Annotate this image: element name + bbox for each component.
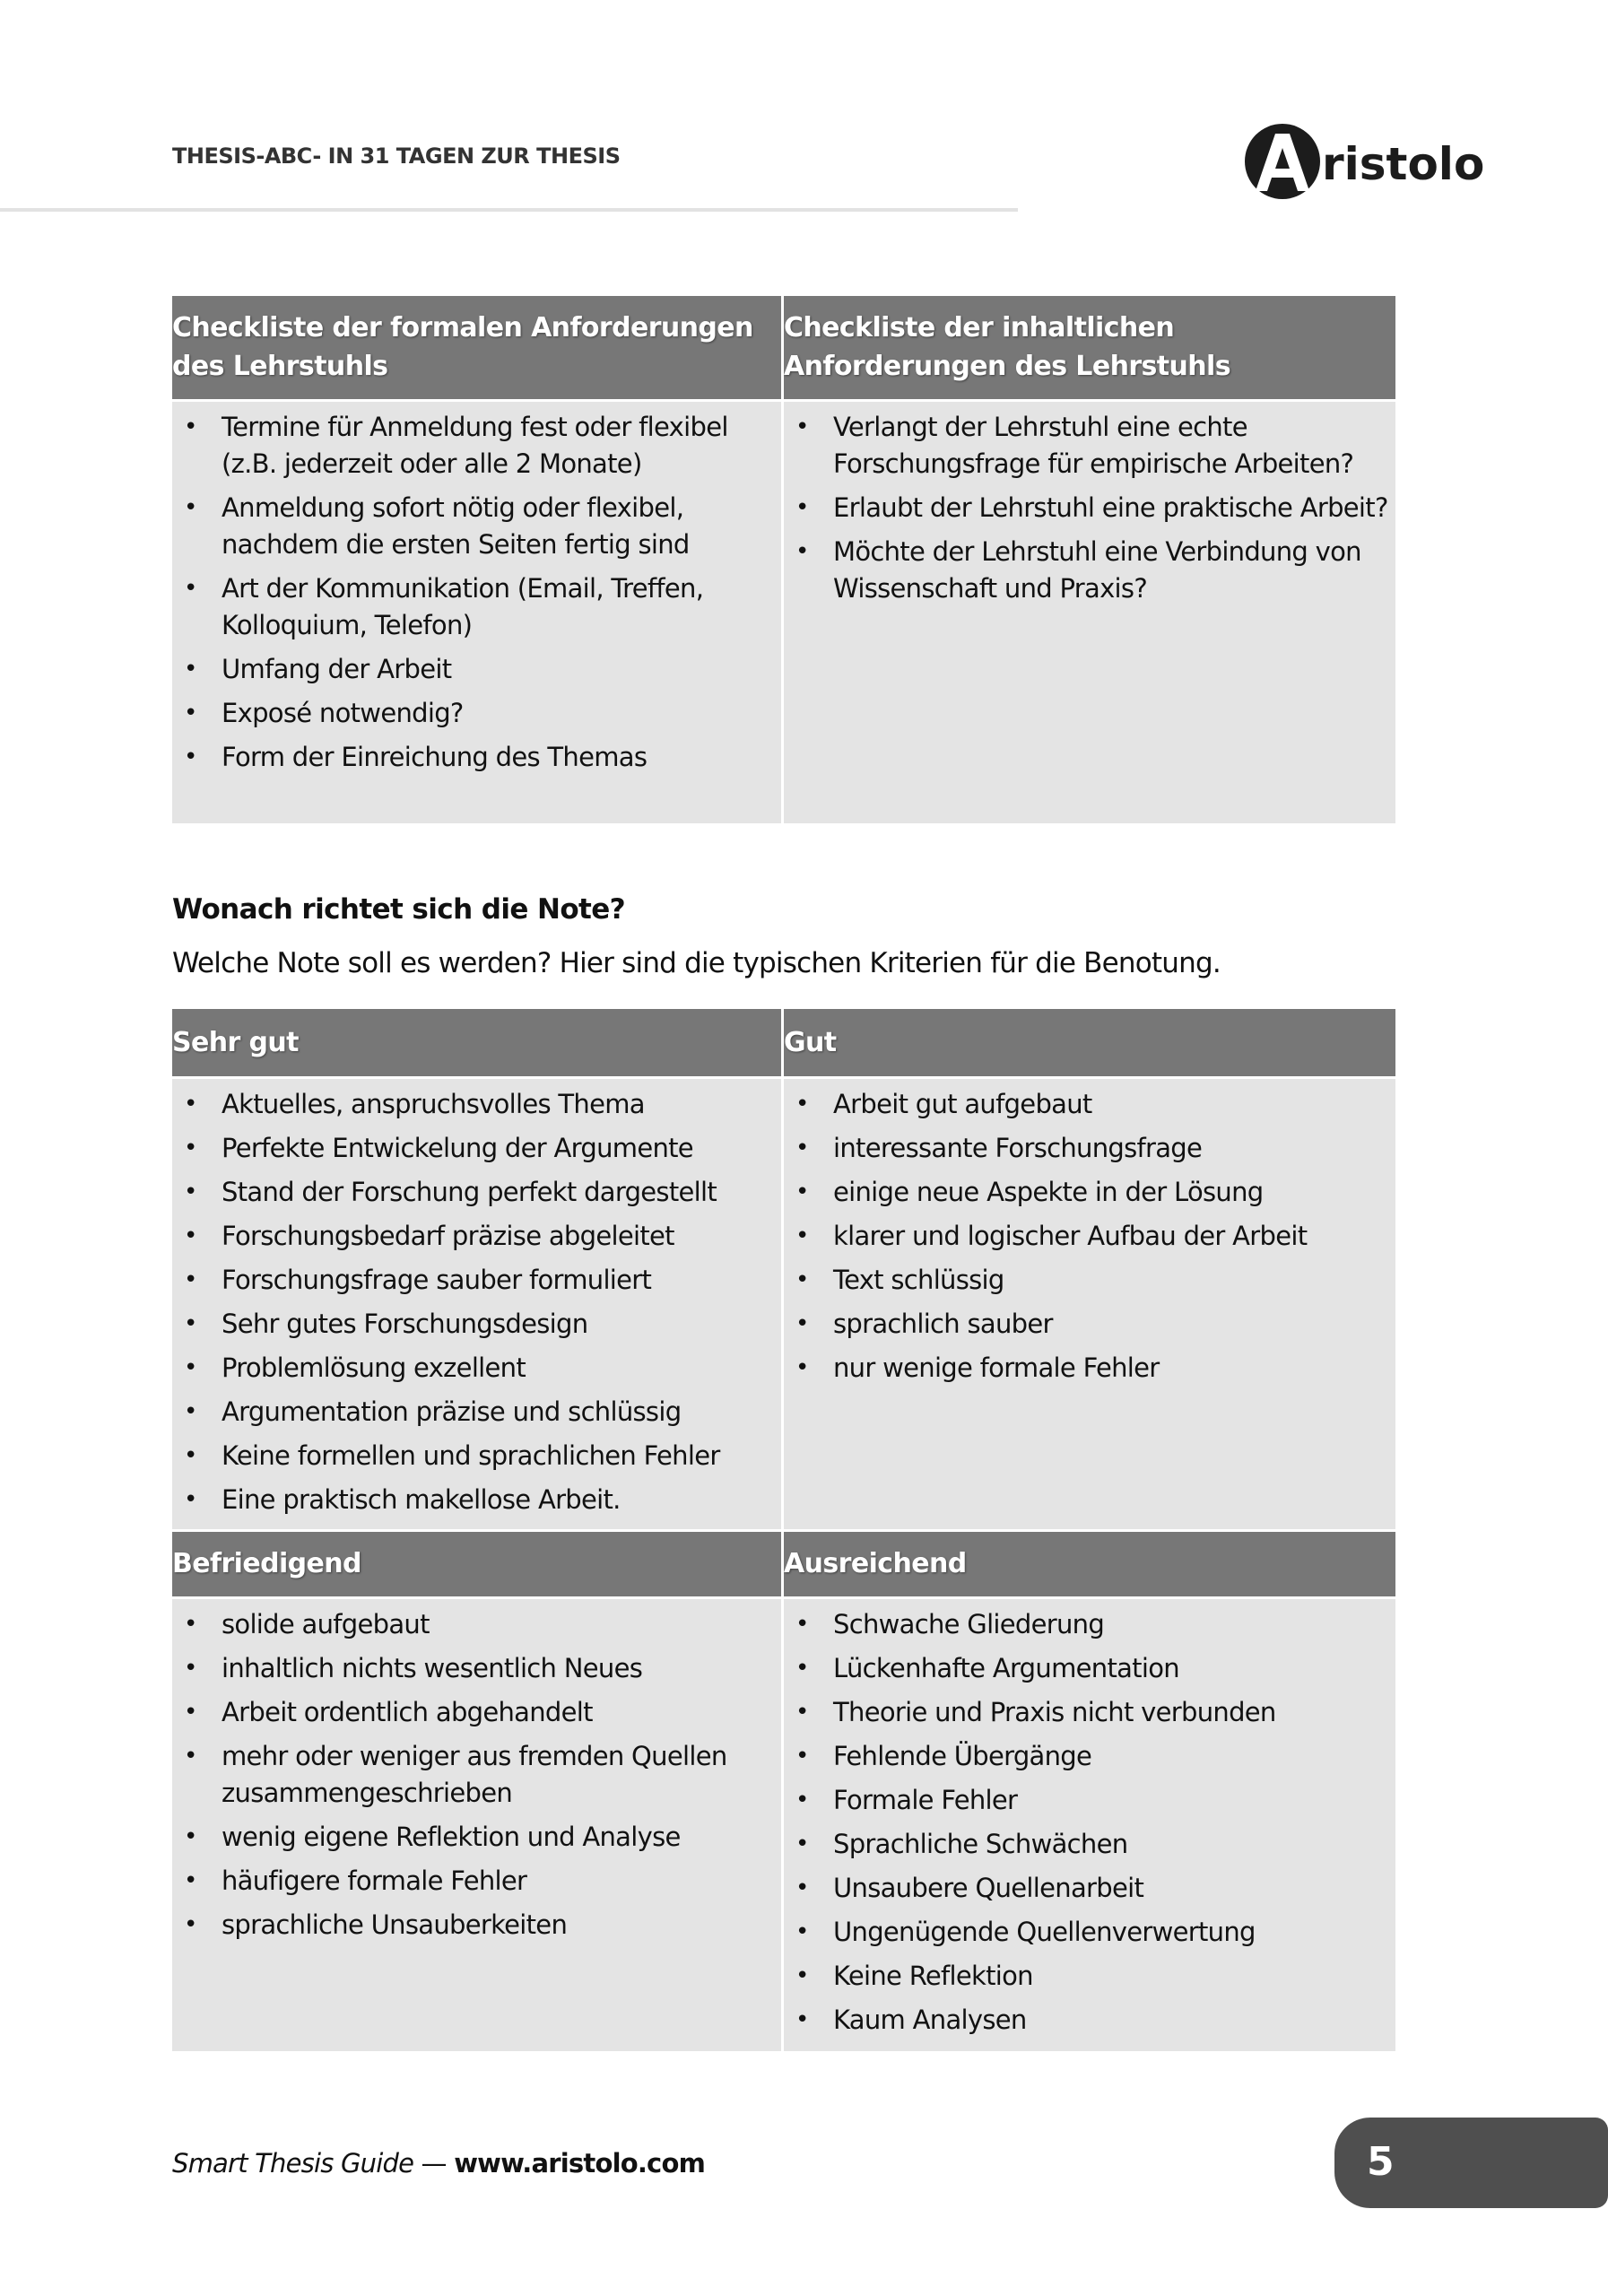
footer-url-link[interactable]: www.aristolo.com <box>454 2148 705 2179</box>
list-item: • nur wenige formale Fehler <box>784 1350 1395 1387</box>
list-item: • Lückenhafte Argumentation <box>784 1650 1395 1687</box>
befriedigend-criteria-list <box>172 1606 781 1944</box>
list-item: • Unsaubere Quellenarbeit <box>784 1870 1395 1907</box>
list-item: • Kaum Analysen <box>784 2002 1395 2039</box>
list-item: • Anmeldung sofort nötig oder flexibel, nachdem die ersten Seiten fertig sind <box>172 490 781 563</box>
list-item: • interessante Forschungsfrage <box>784 1130 1395 1167</box>
list-item: • Möchte der Lehrstuhl eine Verbindung von Wissenschaft und Praxis? <box>784 534 1395 607</box>
list-item: • Exposé notwendig? <box>172 695 781 732</box>
header-divider <box>0 208 1018 212</box>
list-item: • Verlangt der Lehrstuhl eine echte Forschungsfrage für empirische Arbeiten? <box>784 409 1395 483</box>
grade-cell-befriedigend <box>172 1599 784 2051</box>
list-item: • Forschungsbedarf präzise abgeleitet <box>172 1218 781 1255</box>
list-item: • Arbeit gut aufgebaut <box>784 1086 1395 1123</box>
aristolo-logo <box>1245 124 1484 199</box>
list-item: • klarer und logischer Aufbau der Arbeit <box>784 1218 1395 1255</box>
list-item: • Art der Kommunikation (Email, Treffen, Kolloquium, Telefon) <box>172 570 781 644</box>
sehr-gut-criteria-list <box>172 1086 781 1518</box>
list-item: • Aktuelles, anspruchsvolles Thema <box>172 1086 781 1123</box>
list-item: • Formale Fehler <box>784 1782 1395 1819</box>
formal-requirements-cell <box>172 402 784 823</box>
list-item: • Argumentation präzise und schlüssig <box>172 1394 781 1431</box>
list-item: • solide aufgebaut <box>172 1606 781 1643</box>
list-item: • inhaltlich nichts wesentlich Neues <box>172 1650 781 1687</box>
list-item: • Umfang der Arbeit <box>172 651 781 688</box>
grade-header-befriedigend: Befriedigend <box>172 1532 784 1599</box>
list-item: • Text schlüssig <box>784 1262 1395 1299</box>
list-item: • Form der Einreichung des Themas <box>172 739 781 776</box>
list-item: • Ungenügende Quellenverwertung <box>784 1914 1395 1951</box>
list-item: • Sprachliche Schwächen <box>784 1826 1395 1863</box>
grading-intro: Welche Note soll es werden? Hier sind die typischen Kriterien für die Benotung. <box>172 947 1221 979</box>
footer <box>172 2145 705 2181</box>
list-item: • Arbeit ordentlich abgehandelt <box>172 1694 781 1731</box>
list-item: • sprachlich sauber <box>784 1306 1395 1343</box>
list-item: • Keine formellen und sprachlichen Fehler <box>172 1438 781 1474</box>
ausreichend-criteria-list <box>784 1606 1395 2039</box>
content-requirements-header: Checkliste der inhaltlichen Anforderungen des Lehrstuhls <box>784 296 1395 402</box>
logo-wordmark: ristolo <box>1322 138 1485 190</box>
list-item: • Schwache Gliederung <box>784 1606 1395 1643</box>
gut-criteria-list <box>784 1086 1395 1387</box>
content-requirements-cell <box>784 402 1395 823</box>
list-item: • wenig eigene Reflektion und Analyse <box>172 1819 781 1856</box>
list-item: • einige neue Aspekte in der Lösung <box>784 1174 1395 1211</box>
grade-cell-sehr-gut <box>172 1079 784 1532</box>
list-item: • mehr oder weniger aus fremden Quellen zusammengeschrieben <box>172 1738 781 1812</box>
list-item: • Erlaubt der Lehrstuhl eine praktische Arbeit? <box>784 490 1395 526</box>
list-item: • Fehlende Übergänge <box>784 1738 1395 1775</box>
formal-requirements-header: Checkliste der formalen Anforderungen des Lehrstuhls <box>172 296 784 402</box>
letter-a-circle-icon <box>1245 124 1320 199</box>
list-item: • Termine für Anmeldung fest oder flexibel (z.B. jederzeit oder alle 2 Monate) <box>172 409 781 483</box>
grade-header-ausreichend: Ausreichend <box>784 1532 1395 1599</box>
list-item: • häufigere formale Fehler <box>172 1863 781 1900</box>
list-item: • Theorie und Praxis nicht verbunden <box>784 1694 1395 1731</box>
footer-separator: — <box>413 2148 455 2179</box>
list-item: • Keine Reflektion <box>784 1958 1395 1995</box>
grade-header-gut: Gut <box>784 1009 1395 1079</box>
formal-requirements-list <box>172 409 781 776</box>
footer-book-title: Smart Thesis Guide <box>172 2148 414 2179</box>
requirements-checklist-table <box>172 296 1395 823</box>
list-item: • Forschungsfrage sauber formuliert <box>172 1262 781 1299</box>
list-item: • Sehr gutes Forschungsdesign <box>172 1306 781 1343</box>
content-requirements-list <box>784 409 1395 607</box>
grade-cell-gut <box>784 1079 1395 1532</box>
list-item: • Stand der Forschung perfekt dargestellt <box>172 1174 781 1211</box>
list-item: • Problemlösung exzellent <box>172 1350 781 1387</box>
list-item: • sprachliche Unsauberkeiten <box>172 1907 781 1944</box>
list-item: • Eine praktisch makellose Arbeit. <box>172 1482 781 1518</box>
running-title: THESIS-ABC- IN 31 TAGEN ZUR THESIS <box>172 144 621 169</box>
grading-criteria-table <box>172 1009 1395 2051</box>
grade-header-sehr-gut: Sehr gut <box>172 1009 784 1079</box>
grading-heading: Wonach richtet sich die Note? <box>172 893 626 926</box>
list-item: • Perfekte Entwickelung der Argumente <box>172 1130 781 1167</box>
grade-cell-ausreichend <box>784 1599 1395 2051</box>
page-number-badge <box>1334 2118 1608 2208</box>
page-number: 5 <box>1367 2139 1395 2185</box>
